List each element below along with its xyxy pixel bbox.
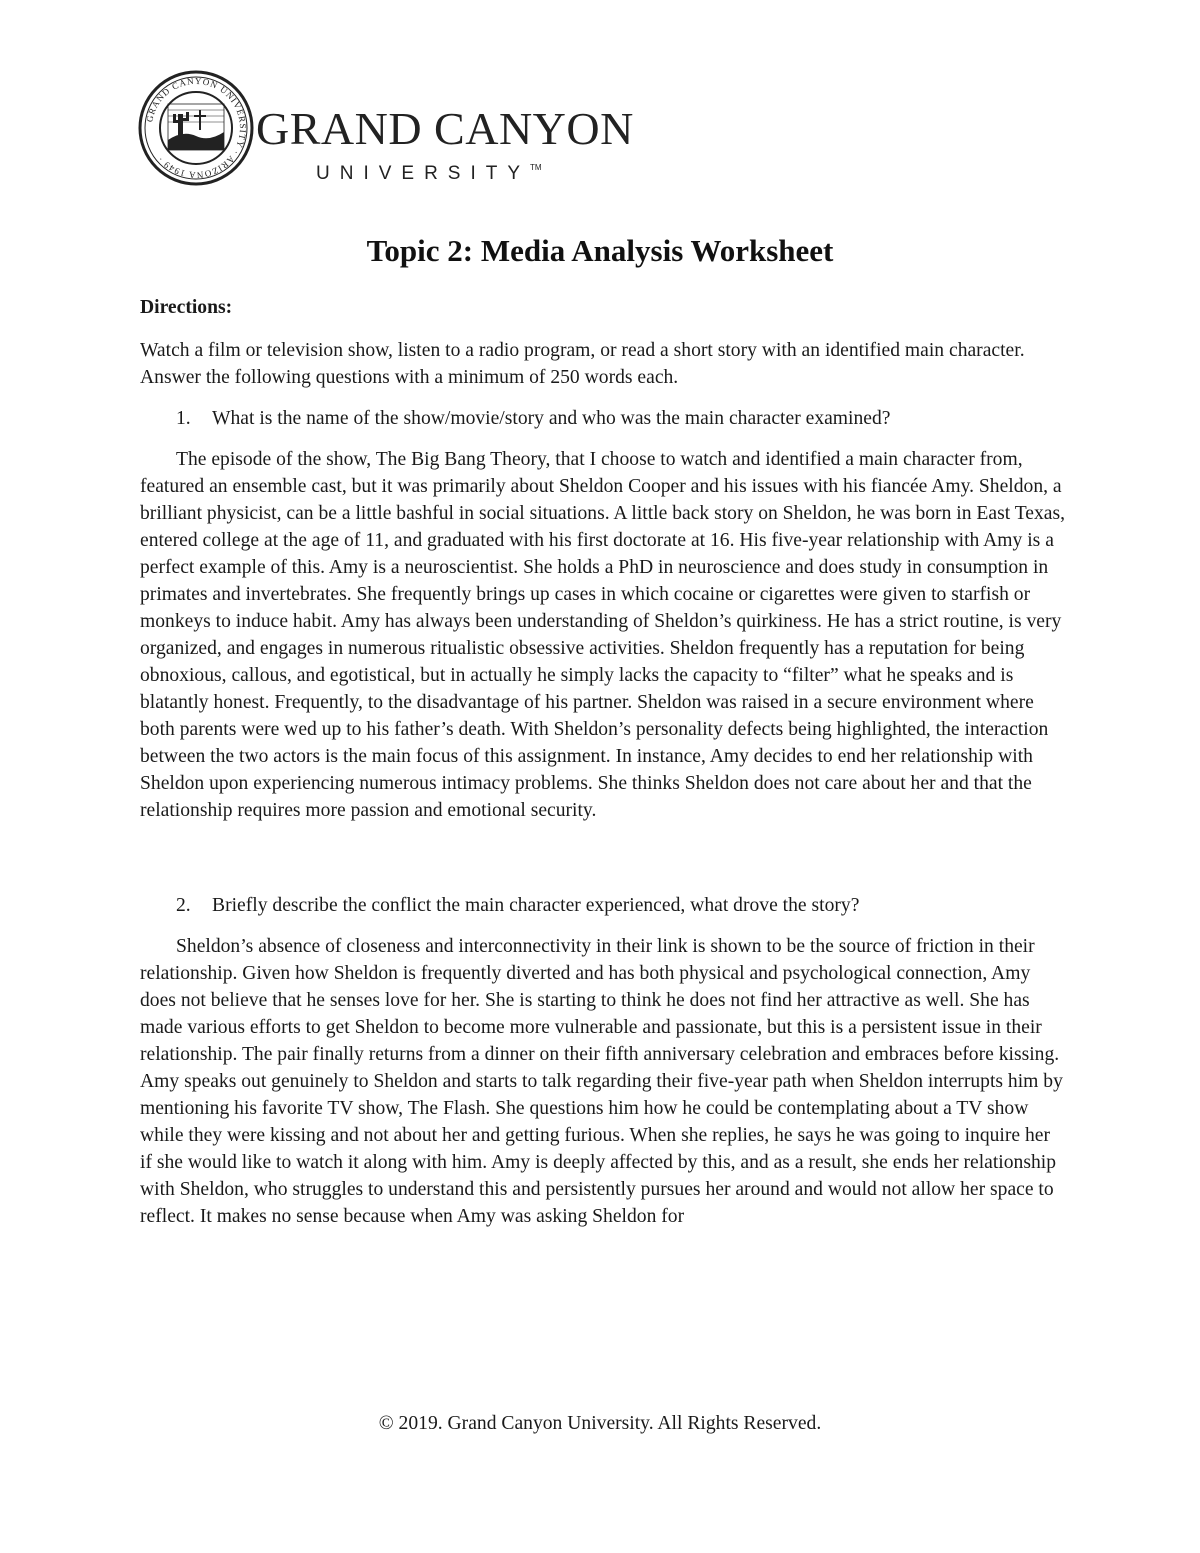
answer-1: The episode of the show, The Big Bang Theory, that I choose to watch and identified a main character from, featured an ensemble cast, but it was primarily about Sheldon Cooper and his issues with his fiancée Amy. Sheldon, a brilliant physicist, can be a little bashful in social situations. A little back story on Sheldon, he was born in East Texas, entered college at the age of 11, and graduated with his first doctorate at 16. His five-year relationship with Amy is a perfect example of this. Amy is a neuroscientist. She holds a PhD in neuroscience and does study in consumption in primates and invertebrates. She frequently brings up cases in which cocaine or cigarettes were given to starfish or monkeys to induce habit. Amy has always been understanding of Sheldon’s quirkiness. He has a strict routine, is very organized, and engages in numerous ritualistic obsessive activities. Sheldon frequently has a reputation for being obnoxious, callous, and egotistical, but in actually he simply lacks the capacity to “filter” what he speaks and is blatantly honest. Frequently, to the disadvantage of his partner. Sheldon was raised in a secure environment where both parents were wed up to his father’s death. With Sheldon’s personality defects being highlighted, the interaction between the two actors is the main focus of this assignment. In instance, Amy decides to end her relationship with Sheldon upon experiencing numerous intimacy problems. She thinks Sheldon does not care about her and that the relationship requires more passion and emotional security.	[140, 449, 1066, 821]
section-spacer	[140, 824, 1065, 878]
copyright-footer: © 2019. Grand Canyon University. All Rights Reserved.	[378, 1413, 822, 1434]
directions-text: Watch a film or television show, listen to a radio program, or read a short story with an identified main character. Answer the following questions with a minimum of 250 words each.	[140, 340, 1025, 388]
question-number: 1.	[176, 408, 191, 429]
directions-label: Directions:	[140, 297, 233, 318]
question-text: What is the name of the show/movie/story and who was the main character examined?	[212, 408, 891, 429]
university-name: GRAND CANYON	[256, 103, 634, 154]
svg-text:GRAND CANYON UNIVERSITY · ARIZ: GRAND CANYON UNIVERSITY · ARIZONA 1949 ·	[144, 75, 249, 181]
question-text: Briefly describe the conflict the main character experienced, what drove the story?	[212, 895, 860, 916]
document-body	[140, 294, 1065, 1230]
question-number: 2.	[176, 895, 191, 916]
question-2	[140, 892, 1065, 919]
university-subname: UNIVERSITY™	[316, 163, 542, 184]
question-1	[140, 405, 1065, 432]
university-logo	[138, 70, 634, 195]
page-title: Topic 2: Media Analysis Worksheet	[366, 233, 834, 268]
university-seal-icon	[138, 70, 254, 186]
answer-2: Sheldon’s absence of closeness and interconnectivity in their link is shown to be the source of friction in their relationship. Given how Sheldon is frequently diverted and has both physical and psychological connection, Amy does not believe that he senses love for her. She is starting to think he does not find her attractive as well. She has made various efforts to get Sheldon to become more vulnerable and passionate, but this is a persistent issue in their relationship. The pair finally returns from a dinner on their fifth anniversary celebration and embraces before kissing. Amy speaks out genuinely to Sheldon and starts to talk regarding their five-year path when Sheldon interrupts him by mentioning his favorite TV show, The Flash. She questions him how he could be contemplating about a TV show while they were kissing and not about her and getting furious. When she replies, he says he was going to inquire her if she would like to watch it along with him. Amy is deeply affected by this, and as a result, she ends her relationship with Sheldon, who struggles to understand this and persistently pursues her around and would not allow her space to reflect. It makes no sense because when Amy was asking Sheldon for	[140, 936, 1063, 1227]
